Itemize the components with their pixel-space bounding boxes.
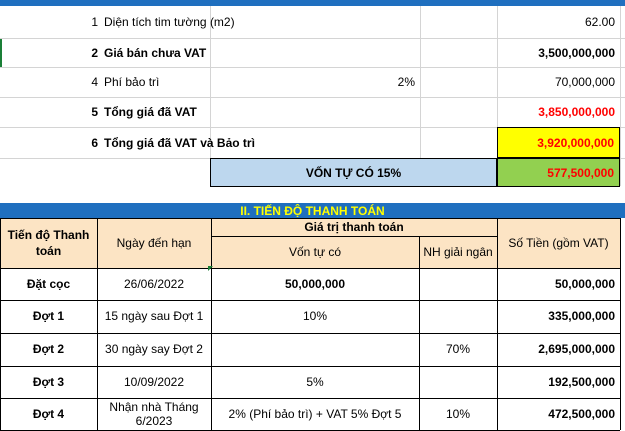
summary-row-rate[interactable] [340,6,420,38]
table-border [97,218,98,430]
payment-bank[interactable]: 70% [445,342,471,356]
payment-amount[interactable]: 472,500,000 [548,407,615,421]
header-due-date[interactable]: Ngày đến hạn [116,236,192,250]
payment-stage[interactable]: Đợt 4 [32,407,65,421]
cell-comment-marker [208,266,213,271]
equity-value[interactable]: 577,500,000 [497,158,620,187]
header-progress[interactable]: Tiến độ Thanh toán [7,228,90,258]
payment-stage[interactable]: Đợt 1 [32,309,65,323]
row-selection-marker [0,38,2,67]
summary-row-rate[interactable] [340,97,420,127]
payment-own-capital[interactable]: 2% (Phí bảo trì) + VAT 5% Đợt 5 [228,407,402,421]
table-border [0,218,1,430]
payment-due-date[interactable]: 26/06/2022 [123,277,185,291]
table-border [497,218,498,430]
table-border [0,218,620,219]
summary-row-number[interactable]: 5 [91,105,98,119]
payment-bank[interactable] [419,300,497,332]
summary-row-label[interactable]: Tổng giá đã VAT và Bảo trì [104,135,255,150]
summary-row-value[interactable]: 70,000,000 [554,75,615,89]
payment-own-capital[interactable] [211,333,419,365]
payment-due-date[interactable]: 15 ngày sau Đợt 1 [104,309,204,323]
payment-due-date[interactable]: 30 ngày say Đợt 2 [105,342,203,356]
payment-own-capital[interactable]: 5% [306,375,324,389]
grid-line [620,6,621,186]
payment-bank[interactable]: 10% [445,407,471,421]
table-border [211,236,497,237]
payment-due-date[interactable]: 10/09/2022 [123,375,185,389]
payment-stage[interactable]: Đợt 2 [32,342,65,356]
payment-amount[interactable]: 50,000,000 [554,277,615,291]
summary-row-value[interactable]: 3,920,000,000 [497,127,620,158]
payment-stage[interactable]: Đợt 3 [32,375,65,389]
summary-row-value[interactable]: 3,500,000,000 [538,45,615,60]
payment-amount[interactable]: 335,000,000 [548,309,615,323]
payment-due-date[interactable]: Nhận nhà Tháng 6/2023 [109,400,199,428]
table-border [211,218,212,430]
payment-amount[interactable]: 192,500,000 [548,375,615,389]
payment-own-capital[interactable]: 10% [302,309,328,323]
summary-row-label[interactable]: Diện tích tim tường (m2) [104,15,235,29]
table-border [0,366,620,367]
payment-stage[interactable]: Đặt cọc [26,277,71,291]
summary-row-rate[interactable] [340,127,420,158]
summary-row-label[interactable]: Giá bán chưa VAT [104,45,207,60]
summary-row-value[interactable]: 62.00 [584,15,615,29]
summary-row-rate[interactable] [340,38,420,67]
summary-row-number[interactable]: 6 [91,135,98,150]
summary-row-number[interactable]: 1 [91,15,98,29]
table-border [0,398,620,399]
payment-amount[interactable]: 2,695,000,000 [538,342,615,356]
header-amount[interactable]: Số Tiền (gồm VAT) [508,236,609,250]
table-border [0,268,620,269]
table-border [0,300,620,301]
header-bank[interactable]: NH giải ngân [423,244,493,259]
summary-row-number[interactable]: 4 [91,75,98,89]
section-title[interactable]: II. TIẾN ĐỘ THANH TOÁN [0,203,625,218]
summary-row-rate[interactable]: 2% [397,75,415,89]
payment-own-capital[interactable]: 50,000,000 [284,277,346,291]
summary-row-label[interactable]: Phí bảo trì [104,75,160,89]
table-border [620,218,621,430]
table-border [419,236,420,430]
payment-bank[interactable] [419,366,497,398]
payment-bank[interactable] [419,268,497,300]
header-own-capital[interactable]: Vốn tự có [288,245,342,259]
table-border [0,333,620,334]
summary-row-value[interactable]: 3,850,000,000 [538,105,615,119]
equity-label[interactable]: VỐN TỰ CÓ 15% [210,158,497,187]
header-pay-value[interactable]: Giá trị thanh toán [304,220,404,234]
summary-row-label[interactable]: Tổng giá đã VAT [104,105,197,119]
summary-row-number[interactable]: 2 [91,45,98,60]
